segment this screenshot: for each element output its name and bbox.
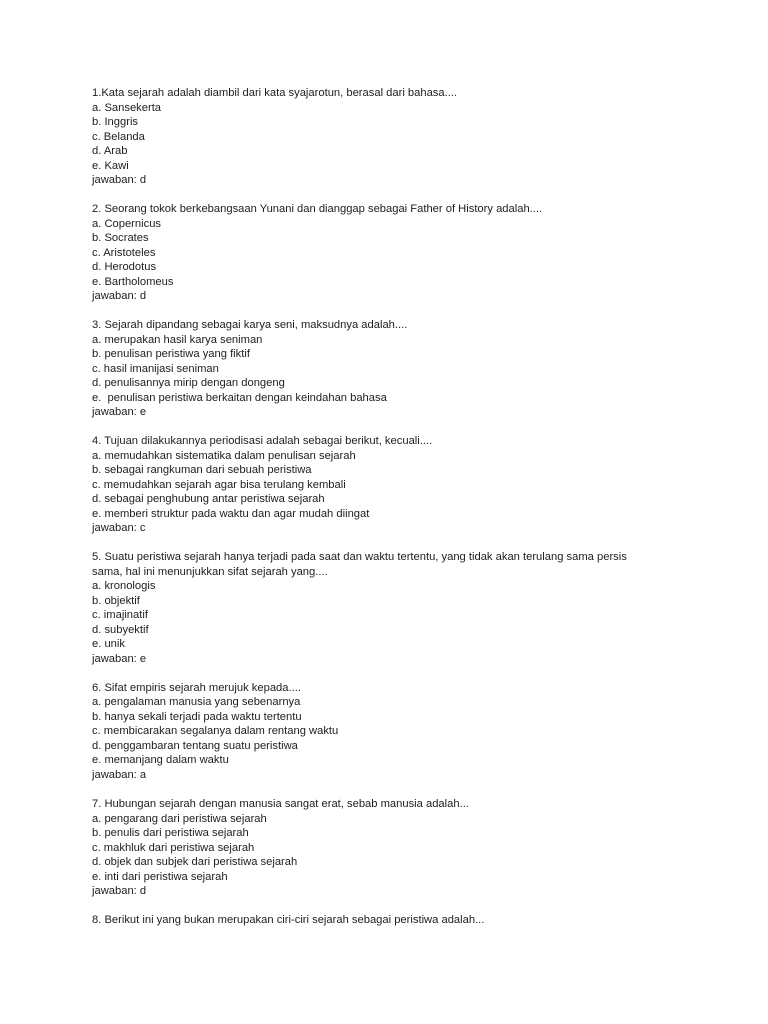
option-d: d. sebagai penghubung antar peristiwa sejarah xyxy=(92,493,325,506)
question-text: 6. Sifat empiris sejarah merujuk kepada.... xyxy=(92,681,301,694)
question-text: 1.Kata sejarah adalah diambil dari kata syajarotun, berasal dari bahasa.... xyxy=(92,87,458,99)
option-e: e. memberi struktur pada waktu dan agar mudah diingat xyxy=(92,507,370,520)
question-3 xyxy=(92,318,732,420)
option-b: b. penulis dari peristiwa sejarah xyxy=(92,827,249,840)
option-c: c. Belanda xyxy=(92,130,145,143)
question-text: 3. Sejarah dipandang sebagai karya seni, maksudnya adalah.... xyxy=(92,319,408,332)
option-e: e. Kawi xyxy=(92,159,129,172)
option-b: b. sebagai rangkuman dari sebuah peristiwa xyxy=(92,464,312,477)
option-d: d. objek dan subjek dari peristiwa sejarah xyxy=(92,856,298,869)
option-a: a. memudahkan sistematika dalam penulisan sejarah xyxy=(92,449,356,462)
option-d: d. penulisannya mirip dengan dongeng xyxy=(92,377,285,390)
option-a: a. Sansekerta xyxy=(92,101,162,114)
option-a: a. pengarang dari peristiwa sejarah xyxy=(92,812,267,825)
option-d: d. Herodotus xyxy=(92,261,157,274)
option-e: e. Bartholomeus xyxy=(92,275,174,288)
question-2 xyxy=(92,202,732,304)
option-e: e. unik xyxy=(92,638,125,651)
option-d: d. Arab xyxy=(92,145,128,157)
answer-line: jawaban: e xyxy=(92,652,147,665)
question-text-continued: sama, hal ini menunjukkan sifat sejarah yang.... xyxy=(92,565,328,578)
option-e: e. inti dari peristiwa sejarah xyxy=(92,870,228,883)
option-b: b. objektif xyxy=(92,594,140,607)
option-b: b. Inggris xyxy=(92,116,139,128)
option-d: d. penggambaran tentang suatu peristiwa xyxy=(92,739,298,752)
question-text: 2. Seorang tokok berkebangsaan Yunani dan dianggap sebagai Father of History adalah.... xyxy=(92,203,543,216)
answer-line: jawaban: d xyxy=(92,290,147,303)
option-b: b. hanya sekali terjadi pada waktu tertentu xyxy=(92,710,302,723)
answer-line: jawaban: a xyxy=(92,768,147,781)
answer-line: jawaban: d xyxy=(92,885,147,898)
option-c: c. membicarakan segalanya dalam rentang waktu xyxy=(92,725,339,738)
answer-line: jawaban: c xyxy=(92,522,146,535)
option-c: c. imajinatif xyxy=(92,609,148,622)
question-6 xyxy=(92,681,732,783)
option-b: b. penulisan peristiwa yang fiktif xyxy=(92,348,250,361)
question-4 xyxy=(92,434,732,536)
option-c: c. makhluk dari peristiwa sejarah xyxy=(92,841,255,854)
option-c: c. memudahkan sejarah agar bisa terulang kembali xyxy=(92,478,346,491)
option-a: a. Copernicus xyxy=(92,217,162,230)
option-b: b. Socrates xyxy=(92,232,149,245)
option-c: c. hasil imanijasi seniman xyxy=(92,362,219,375)
question-5 xyxy=(92,550,732,666)
question-text: 4. Tujuan dilakukannya periodisasi adalah sebagai berikut, kecuali.... xyxy=(92,435,433,448)
option-a: a. kronologis xyxy=(92,580,156,593)
answer-line: jawaban: d xyxy=(92,174,147,186)
question-8 xyxy=(92,913,732,928)
question-text: 7. Hubungan sejarah dengan manusia sangat erat, sebab manusia adalah... xyxy=(92,798,469,811)
question-text: 5. Suatu peristiwa sejarah hanya terjadi pada saat dan waktu tertentu, yang tidak akan terulang sama persis xyxy=(92,551,627,564)
option-c: c. Aristoteles xyxy=(92,246,156,259)
answer-line: jawaban: e xyxy=(92,406,147,419)
question-1 xyxy=(92,86,732,188)
document-page xyxy=(92,86,732,942)
option-e: e. memanjang dalam waktu xyxy=(92,754,229,767)
option-e: e. penulisan peristiwa berkaitan dengan keindahan bahasa xyxy=(92,391,387,404)
option-a: a. pengalaman manusia yang sebenarnya xyxy=(92,696,301,709)
question-7 xyxy=(92,797,732,899)
question-text: 8. Berikut ini yang bukan merupakan ciri-ciri sejarah sebagai peristiwa adalah... xyxy=(92,914,485,927)
option-a: a. merupakan hasil karya seniman xyxy=(92,333,263,346)
option-d: d. subyektif xyxy=(92,623,149,636)
